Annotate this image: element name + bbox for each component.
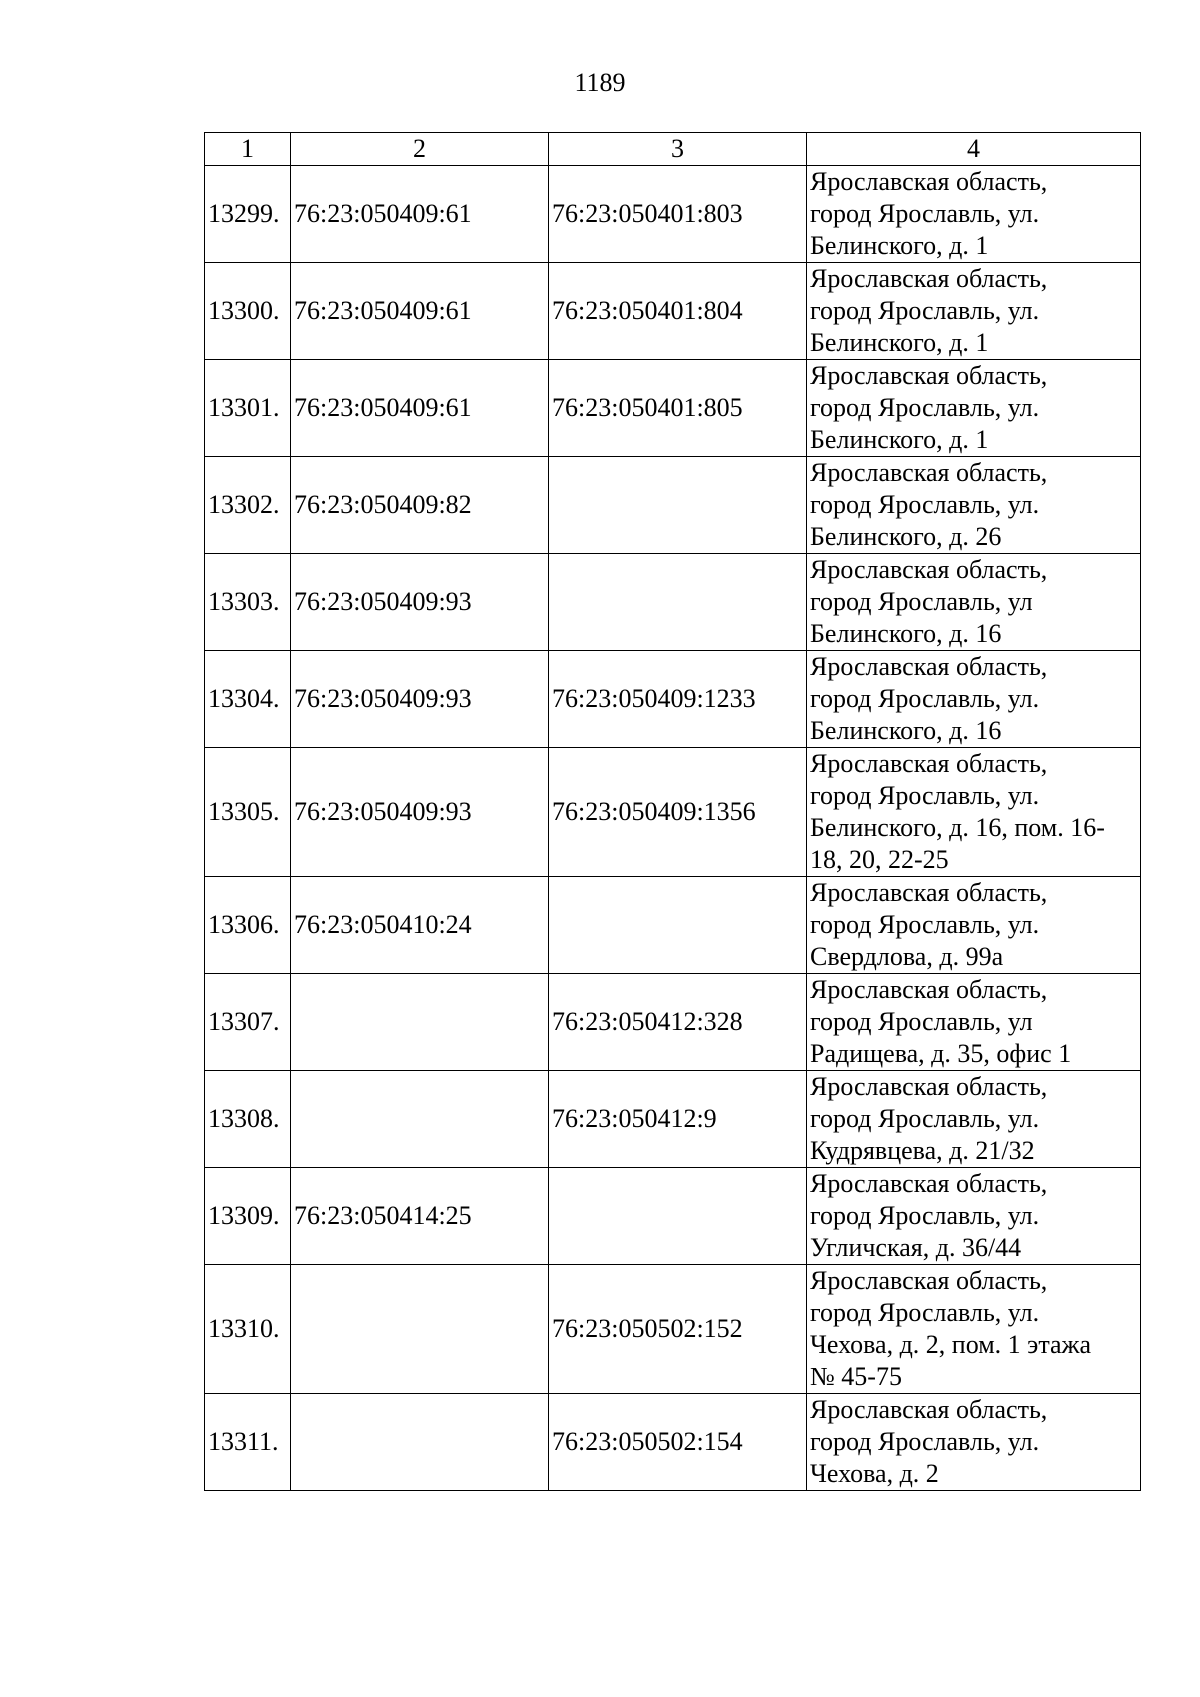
- object-number-cell: 76:23:050409:1233: [549, 651, 807, 748]
- address-line: Угличская, д. 36/44: [810, 1233, 1022, 1262]
- parcel-number-cell: [291, 974, 549, 1071]
- address-line: Ярославская область,: [810, 749, 1048, 778]
- parcel-number-cell: 76:23:050409:61: [291, 360, 549, 457]
- address-line: Ярославская область,: [810, 167, 1048, 196]
- address-line: Ярославская область,: [810, 1395, 1048, 1424]
- address-line: город Ярославль, ул.: [810, 296, 1040, 325]
- parcel-number-cell: 76:23:050409:93: [291, 748, 549, 877]
- address-line: Белинского, д. 1: [810, 231, 989, 260]
- address-cell: [807, 748, 1141, 877]
- address-line: Ярославская область,: [810, 652, 1048, 681]
- table-row: [205, 554, 1141, 651]
- table-row: [205, 1071, 1141, 1168]
- column-header: 2: [291, 133, 549, 166]
- address-cell: [807, 1168, 1141, 1265]
- address-cell: [807, 651, 1141, 748]
- address-line: Белинского, д. 16: [810, 716, 1002, 745]
- row-number-cell: 13300.: [205, 263, 291, 360]
- table-row: [205, 1168, 1141, 1265]
- row-number-cell: 13310.: [205, 1265, 291, 1394]
- address-cell: [807, 263, 1141, 360]
- address-cell: [807, 1394, 1141, 1491]
- parcel-number-cell: [291, 1265, 549, 1394]
- address-line: город Ярославль, ул.: [810, 1201, 1040, 1230]
- address-line: Радищева, д. 35, офис 1: [810, 1039, 1072, 1068]
- object-number-cell: 76:23:050401:803: [549, 166, 807, 263]
- object-number-cell: [549, 1168, 807, 1265]
- address-line: город Ярославль, ул.: [810, 393, 1040, 422]
- parcel-number-cell: 76:23:050409:93: [291, 554, 549, 651]
- address-line: Ярославская область,: [810, 1072, 1048, 1101]
- parcel-number-cell: 76:23:050409:82: [291, 457, 549, 554]
- address-line: Ярославская область,: [810, 361, 1048, 390]
- row-number-cell: 13301.: [205, 360, 291, 457]
- address-cell: [807, 1071, 1141, 1168]
- parcel-number-cell: 76:23:050410:24: [291, 877, 549, 974]
- address-line: город Ярославль, ул.: [810, 684, 1040, 713]
- address-line: город Ярославль, ул.: [810, 490, 1040, 519]
- address-cell: [807, 457, 1141, 554]
- address-line: Ярославская область,: [810, 1266, 1048, 1295]
- address-line: город Ярославль, ул.: [810, 1298, 1040, 1327]
- row-number-cell: 13308.: [205, 1071, 291, 1168]
- object-number-cell: 76:23:050412:328: [549, 974, 807, 1071]
- address-line: Ярославская область,: [810, 555, 1048, 584]
- row-number-cell: 13302.: [205, 457, 291, 554]
- header-row: [205, 133, 1141, 166]
- object-number-cell: 76:23:050412:9: [549, 1071, 807, 1168]
- parcel-number-cell: 76:23:050409:61: [291, 166, 549, 263]
- parcel-number-cell: [291, 1394, 549, 1491]
- address-line: город Ярославль, ул.: [810, 1104, 1040, 1133]
- parcel-number-cell: 76:23:050414:25: [291, 1168, 549, 1265]
- object-number-cell: 76:23:050502:154: [549, 1394, 807, 1491]
- address-cell: [807, 554, 1141, 651]
- table-row: [205, 974, 1141, 1071]
- address-line: город Ярославль, ул: [810, 1007, 1033, 1036]
- table-row: [205, 877, 1141, 974]
- table-row: [205, 263, 1141, 360]
- parcel-number-cell: [291, 1071, 549, 1168]
- table-row: [205, 748, 1141, 877]
- address-line: город Ярославль, ул: [810, 587, 1033, 616]
- address-line: Свердлова, д. 99а: [810, 942, 1004, 971]
- row-number-cell: 13305.: [205, 748, 291, 877]
- address-line: Ярославская область,: [810, 1169, 1048, 1198]
- table-row: [205, 457, 1141, 554]
- table-row: [205, 360, 1141, 457]
- table-row: [205, 1394, 1141, 1491]
- column-header: 1: [205, 133, 291, 166]
- address-line: Белинского, д. 1: [810, 328, 989, 357]
- address-line: Чехова, д. 2, пом. 1 этажа: [810, 1330, 1092, 1359]
- row-number-cell: 13299.: [205, 166, 291, 263]
- address-line: Ярославская область,: [810, 878, 1048, 907]
- parcel-number-cell: 76:23:050409:61: [291, 263, 549, 360]
- address-line: Белинского, д. 16: [810, 619, 1002, 648]
- parcel-number-cell: 76:23:050409:93: [291, 651, 549, 748]
- row-number-cell: 13309.: [205, 1168, 291, 1265]
- address-line: Чехова, д. 2: [810, 1459, 939, 1488]
- column-header: 3: [549, 133, 807, 166]
- address-line: Ярославская область,: [810, 975, 1048, 1004]
- column-header: 4: [807, 133, 1141, 166]
- row-number-cell: 13307.: [205, 974, 291, 1071]
- address-line: город Ярославль, ул.: [810, 199, 1040, 228]
- address-line: Ярославская область,: [810, 264, 1048, 293]
- address-cell: [807, 877, 1141, 974]
- object-number-cell: [549, 877, 807, 974]
- table-row: [205, 1265, 1141, 1394]
- address-line: город Ярославль, ул.: [810, 1427, 1040, 1456]
- address-line: город Ярославль, ул.: [810, 910, 1040, 939]
- page-number: 1189: [574, 68, 626, 97]
- address-line: № 45-75: [810, 1362, 902, 1391]
- object-number-cell: 76:23:050401:804: [549, 263, 807, 360]
- object-number-cell: [549, 554, 807, 651]
- object-number-cell: 76:23:050502:152: [549, 1265, 807, 1394]
- row-number-cell: 13311.: [205, 1394, 291, 1491]
- table-row: [205, 651, 1141, 748]
- address-cell: [807, 166, 1141, 263]
- row-number-cell: 13304.: [205, 651, 291, 748]
- address-line: Белинского, д. 26: [810, 522, 1002, 551]
- object-number-cell: 76:23:050409:1356: [549, 748, 807, 877]
- address-line: Кудрявцева, д. 21/32: [810, 1136, 1035, 1165]
- table-row: [205, 166, 1141, 263]
- address-cell: [807, 1265, 1141, 1394]
- register-table: [204, 132, 1141, 1491]
- address-cell: [807, 360, 1141, 457]
- address-line: Ярославская область,: [810, 458, 1048, 487]
- row-number-cell: 13306.: [205, 877, 291, 974]
- address-line: Белинского, д. 1: [810, 425, 989, 454]
- object-number-cell: [549, 457, 807, 554]
- address-line: город Ярославль, ул.: [810, 781, 1040, 810]
- address-line: 18, 20, 22-25: [810, 845, 949, 874]
- row-number-cell: 13303.: [205, 554, 291, 651]
- address-line: Белинского, д. 16, пом. 16-: [810, 813, 1105, 842]
- object-number-cell: 76:23:050401:805: [549, 360, 807, 457]
- address-cell: [807, 974, 1141, 1071]
